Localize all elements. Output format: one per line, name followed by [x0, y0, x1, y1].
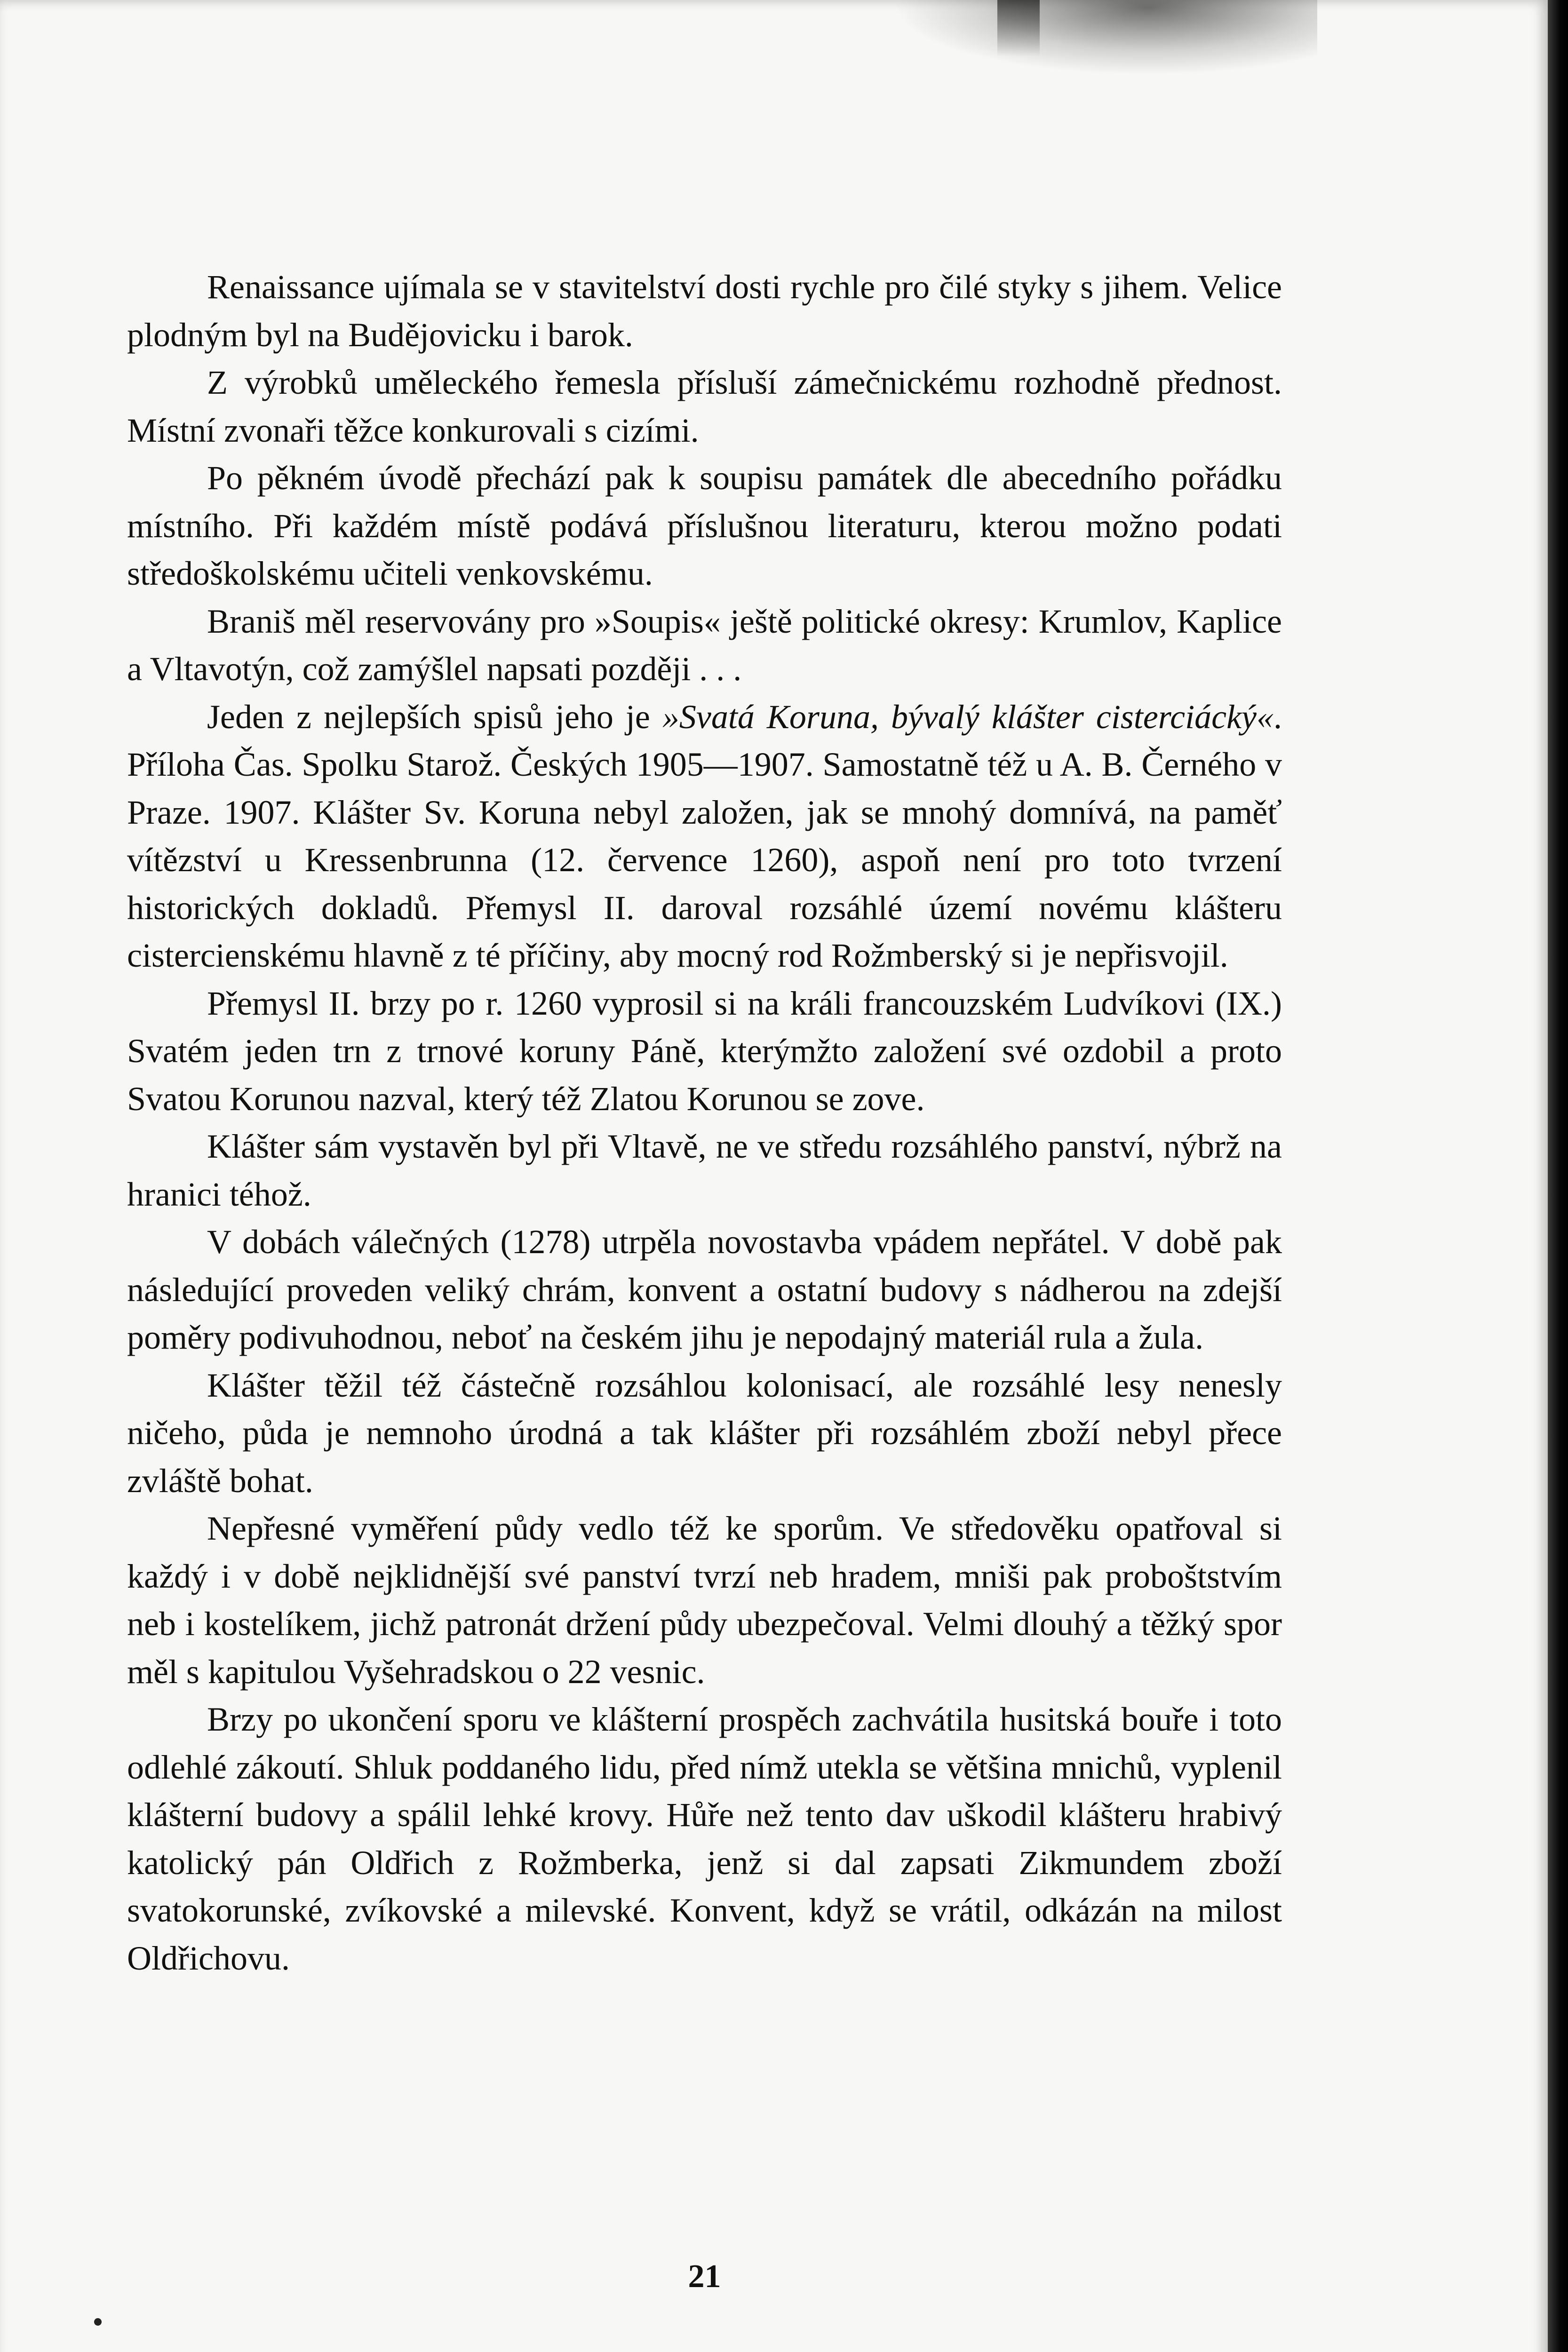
- body-text: [127, 263, 1282, 1982]
- scan-smudge-mark: [997, 0, 1040, 56]
- paragraph-soupis: Po pěkném úvodě přechází pak k soupisu památek dle abecedního pořádku místního. Při každém místě podává příslušnou literaturu, kterou možno podati středoškolskému učiteli venkovskému.: [127, 459, 1282, 592]
- paragraph-spory: Nepřesné vyměření půdy vedlo též ke sporům. Ve středověku opatřoval si každý i v době nejklidnější své panství tvrzí neb hradem, mniši pak proboštstvím neb i kostelíkem, jichž patronát držení půdy ubezpečoval. Velmi dlouhý a těžký spor měl s kapitulou Vyšehradskou o 22 vesnic.: [127, 1510, 1282, 1691]
- paragraph-kolonisace: Klášter těžil též částečně rozsáhlou kolonisací, ale rozsáhlé lesy nenesly ničeho, půda je nemnoho úrodná a tak klášter při rozsáhlém zboží nebyl přece zvláště bohat.: [127, 1366, 1282, 1500]
- paragraph-jeden-rest: . Příloha Čas. Spolku Starož. Českých 1905—1907. Samostatně též u A. B. Černého v Praze. 1907. Klášter Sv. Koruna nebyl založen, jak se mnohý domnívá, na paměť vítězství u Kressenbrunna (12. července 1260), aspoň není pro toto tvrzení historických dokladů. Přemysl II. daroval rozsáhlé území novému klášteru cistercienskému hlavně z té příčiny, aby mocný rod Rožmberský si je nepřisvojil.: [127, 698, 1282, 974]
- margin-ink-mark: [93, 2317, 103, 2327]
- book-title-italic: »Svatá Koruna, bývalý klášter cisterciácký«: [662, 698, 1274, 736]
- scan-edge: [1548, 0, 1568, 2352]
- page-number: 21: [688, 2258, 721, 2295]
- paragraph-vyrobky: Z výrobků uměleckého řemesla přísluší zámečnickému rozhodně přednost. Místní zvonaři těžce konkurovali s cizími.: [127, 364, 1282, 449]
- paragraph-husite: Brzy po ukončení sporu ve klášterní prospěch zachvátila husitská bouře i toto odlehlé zákoutí. Shluk poddaného lidu, před nímž utekla se většina mnichů, vyplenil klášterní budovy a spálil lehké krovy. Hůře než tento dav uškodil klášteru hrabivý katolický pán Oldřich z Rožmberka, jenž si dal zapsati Zikmundem zboží svatokorunské, zvíkovské a milevské. Konvent, když se vrátil, odkázán na milost Oldřichovu.: [127, 1700, 1282, 1977]
- scan-smudge: [894, 0, 1317, 75]
- paragraph-renaissance: Renaissance ujímala se v stavitelství dosti rychle pro čilé styky s jihem. Velice plodným byl na Budějovicku i barok.: [127, 268, 1282, 354]
- paragraph-jeden-lead: Jeden z nejlepších spisů jeho je: [207, 698, 662, 736]
- paragraph-premysl: Přemysl II. brzy po r. 1260 vyprosil si na králi francouzském Ludvíkovi (IX.) Svatém jeden trn z trnové koruny Páně, kterýmžto založení své ozdobil a proto Svatou Korunou nazval, který též Zlatou Korunou se zove.: [127, 984, 1282, 1118]
- paragraph-jeden: [127, 693, 1282, 980]
- paragraph-branis: Braniš měl reservovány pro »Soupis« ještě politické okresy: Krumlov, Kaplice a Vltavotýn, což zamýšlel napsati později . . .: [127, 602, 1282, 688]
- paragraph-doby-valecne: V dobách válečných (1278) utrpěla novostavba vpádem nepřátel. V době pak následující proveden veliký chrám, konvent a ostatní budovy s nádherou na zdejší poměry podivuhodnou, neboť na českém jihu je nepodajný materiál rula a žula.: [127, 1223, 1282, 1356]
- paragraph-klaster-vystaven: Klášter sám vystavěn byl při Vltavě, ne ve středu rozsáhlého panství, nýbrž na hranici téhož.: [127, 1128, 1282, 1213]
